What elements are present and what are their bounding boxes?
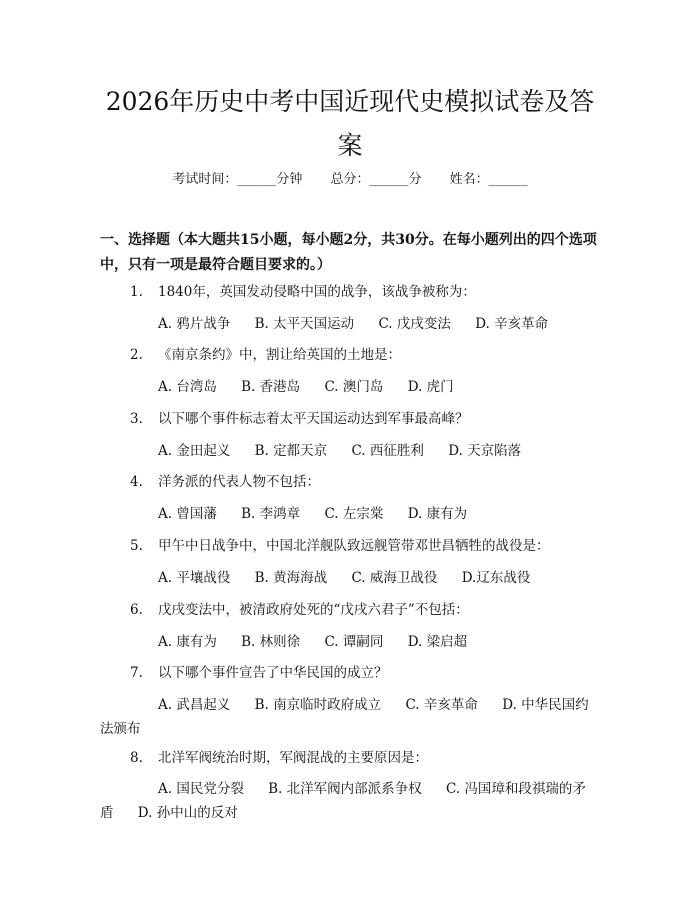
option: A. 金田起义 bbox=[158, 443, 231, 459]
option: A. 康有为 bbox=[158, 634, 217, 650]
question-number: 7. bbox=[130, 665, 143, 681]
question-number: 1. bbox=[130, 284, 143, 300]
section-heading: 一、选择题（本大题共15小题，每小题2分，共30分。在每小题列出的四个选项中，只有一项是最符合题目要求的。） bbox=[100, 232, 597, 273]
option: B. 南京临时政府成立 bbox=[254, 697, 382, 713]
option: D. 中华民国约法颁布 bbox=[100, 697, 589, 737]
page-title: 2026年历史中考中国近现代史模拟试卷及答案 bbox=[105, 87, 595, 160]
question-stem: 戊戌变法中，被清政府处死的“戊戌六君子”不包括： bbox=[158, 602, 469, 618]
option: D. 天京陷落 bbox=[448, 443, 522, 459]
option: A. 台湾岛 bbox=[158, 379, 217, 395]
option: B. 太平天国运动 bbox=[254, 316, 355, 332]
option: D.辽东战役 bbox=[461, 570, 531, 586]
option: B. 香港岛 bbox=[241, 379, 301, 395]
option: B. 北洋军阀内部派系争权 bbox=[268, 781, 422, 797]
option: B. 黄海海战 bbox=[254, 570, 328, 586]
option: C. 谭嗣同 bbox=[324, 634, 384, 650]
total-score: 总分：______分 bbox=[330, 172, 422, 187]
question-stem: 以下哪个事件宣告了中华民国的成立？ bbox=[158, 665, 388, 681]
option: C. 威海卫战役 bbox=[351, 570, 438, 586]
option: D. 辛亥革命 bbox=[475, 316, 549, 332]
question-stem: 洋务派的代表人物不包括： bbox=[158, 474, 320, 490]
option: C. 戊戌变法 bbox=[378, 316, 451, 332]
option: A. 鸦片战争 bbox=[158, 316, 231, 332]
option: D. 梁启超 bbox=[407, 634, 468, 650]
option: C. 左宗棠 bbox=[324, 506, 384, 522]
option: A. 曾国藩 bbox=[158, 506, 217, 522]
question-number: 5. bbox=[130, 538, 143, 554]
question-stem: 北洋军阀统治时期，军阀混战的主要原因是： bbox=[158, 750, 428, 766]
student-name: 姓名：______ bbox=[449, 172, 528, 187]
option: C. 辛亥革命 bbox=[405, 697, 478, 713]
option: A. 武昌起义 bbox=[158, 697, 231, 713]
option: B. 李鸿章 bbox=[241, 506, 301, 522]
question-stem: 以下哪个事件标志着太平天国运动达到军事最高峰？ bbox=[158, 411, 469, 427]
question-number: 4. bbox=[130, 474, 143, 490]
question-number: 3. bbox=[130, 411, 143, 427]
option: D. 孙中山的反对 bbox=[137, 805, 238, 821]
question-stem: 《南京条约》中，割让给英国的土地是： bbox=[158, 347, 401, 363]
exam-time: 考试时间：______分钟 bbox=[172, 172, 303, 187]
option: C. 澳门岛 bbox=[324, 379, 384, 395]
option: A. 平壤战役 bbox=[158, 570, 231, 586]
exam-meta bbox=[0, 168, 700, 187]
option: C. 西征胜利 bbox=[351, 443, 424, 459]
question-stem: 甲午中日战争中，中国北洋舰队致远舰管带邓世昌牺牲的战役是： bbox=[158, 538, 550, 554]
option: C. 冯国璋和段祺瑞的矛盾 bbox=[100, 781, 586, 821]
option: A. 国民党分裂 bbox=[158, 781, 244, 797]
option: B. 林则徐 bbox=[241, 634, 301, 650]
question-number: 2. bbox=[130, 347, 143, 363]
question-stem: 1840年，英国发动侵略中国的战争，该战争被称为： bbox=[158, 284, 476, 300]
question-number: 8. bbox=[130, 750, 143, 766]
question-number: 6. bbox=[130, 602, 143, 618]
option: B. 定都天京 bbox=[254, 443, 328, 459]
option: D. 康有为 bbox=[407, 506, 468, 522]
option: D. 虎门 bbox=[407, 379, 454, 395]
